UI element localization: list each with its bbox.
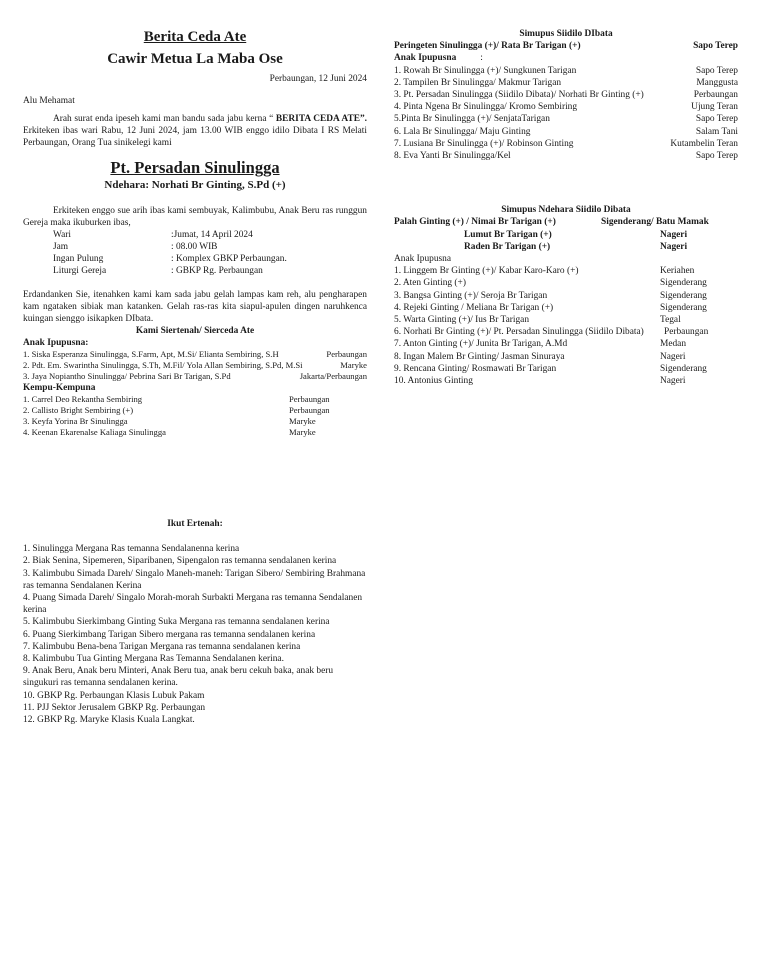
list-item — [394, 314, 738, 326]
list-item — [23, 405, 367, 416]
item-name: 9. Rencana Ginting/ Rosmawati Br Tarigan — [394, 363, 557, 374]
item-name: 3. Pt. Persadan Sinulingga (Siidilo Dibata)/ Norhati Br Ginting (+) — [394, 90, 644, 101]
item-name: 3. Keyfa Yorina Br Sinulingga — [23, 416, 128, 426]
sierceda-title: Kami Siertenah/ Sierceda Ate — [135, 326, 255, 336]
event-label: Jam — [53, 242, 69, 252]
item-place: Maryke — [289, 427, 316, 437]
item-name: 1. Linggem Br Ginting (+)/ Kabar Karo-Karo (+) — [394, 266, 579, 277]
parents-name: Palah Ginting (+) / Nimai Br Tarigan (+) — [394, 217, 556, 228]
list-item — [394, 101, 738, 113]
parents-place: Sapo Terep — [693, 41, 738, 52]
item-place: Perbaungan — [289, 394, 330, 404]
sub-parent-row — [394, 229, 738, 241]
ikut-item: 3. Kalimbubu Simada Dareh/ Singalo Maneh-maneh: Tarigan Sibero/ Sembiring Brahmana ras temanna Sendalanen Kerina — [23, 568, 366, 591]
item-name: 7. Lusiana Br Sinulingga (+)/ Robinson Ginting — [394, 138, 574, 149]
list-item — [23, 360, 367, 371]
event-row — [53, 265, 367, 277]
list-item — [394, 65, 738, 77]
event-value: : 08.00 WIB — [171, 242, 218, 252]
item-place: Nageri — [660, 376, 686, 387]
ikut-item: 10. GBKP Rg. Perbaungan Klasis Lubuk Pakam — [23, 690, 205, 701]
parents-name: Peringeten Sinulingga (+)/ Rata Br Tarigan (+) — [394, 41, 581, 52]
event-row — [53, 229, 367, 241]
list-item — [394, 89, 738, 101]
item-name: 8. Ingan Malem Br Ginting/ Jasman Sinuraya — [394, 351, 565, 362]
event-value: : GBKP Rg. Perbaungan — [171, 266, 263, 276]
item-place: Ujung Teran — [691, 102, 738, 113]
ikut-item: 9. Anak Beru, Anak beru Minteri, Anak Beru tua, anak beru cekuh baka, anak beru singukuri ras temanna sendalanen kerina. — [23, 666, 334, 689]
item-place: Perbaungan — [289, 405, 330, 415]
intro-bold: BERITA CEDA ATE”. — [275, 114, 367, 124]
ikut-item: 1. Sinulingga Mergana Ras temanna Sendalanenna kerina — [23, 544, 240, 555]
sub-parent-row — [394, 241, 738, 253]
list-item — [394, 375, 738, 387]
parents-row — [394, 40, 738, 52]
ikut-item: 7. Kalimbubu Bena-bena Tarigan Mergana ras temanna sendalanen kerina — [23, 641, 301, 652]
ikut-title: Ikut Ertenah: — [167, 519, 223, 529]
ikut-item: 12. GBKP Rg. Maryke Klasis Kuala Langkat. — [23, 715, 195, 726]
item-place: Sigenderang — [660, 290, 707, 301]
item-name: 3. Bangsa Ginting (+)/ Seroja Br Tarigan — [394, 290, 548, 301]
item-place: Sapo Terep — [695, 151, 738, 162]
ikut-item: 2. Biak Senina, Sipemeren, Siparibanen, Sipengalon ras temanna sendalanen kerina — [23, 556, 337, 567]
item-name: 3. Jaya Nopiantho Sinulingga/ Pebrina Sari Br Tarigan, S.Pd — [23, 371, 231, 381]
sub-parent-place: Nageri — [660, 229, 688, 240]
ikut-item: 6. Puang Sierkimbang Tarigan Sibero mergana ras temanna sendalanen kerina — [23, 629, 316, 640]
item-name: 2. Pdt. Em. Swarintha Sinulingga, S.Th, M.Fil/ Yola Allan Sembiring, S.Pd, M.Si — [23, 360, 303, 370]
parents-row — [394, 216, 738, 228]
item-name: 6. Norhati Br Ginting (+)/ Pt. Persadan Sinulingga (Siidilo Dibata) — [394, 327, 644, 338]
item-name: 1. Siska Esperanza Sinulingga, S.Farm, Apt, M.Si/ Elianta Sembiring, S.H — [23, 349, 279, 359]
event-label: Ingan Pulung — [53, 254, 104, 264]
item-place: Sapo Terep — [695, 65, 738, 76]
section-title: Simupus Ndehara Siidilo Dibata — [501, 205, 631, 216]
intro-text-b: Erkiteken ibas wari Rabu, 12 Juni 2024, jam 13.00 WIB enggo idilo Dibata I RS Melati Perbaungan, Orang Tua sinikelegi kami — [23, 126, 367, 148]
item-name: 4. Rejeki Ginting / Meliana Br Tarigan (+) — [394, 302, 554, 313]
item-name: 1. Carrel Deo Rekantha Sembiring — [23, 394, 143, 404]
item-name: 10. Antonius Ginting — [394, 376, 473, 387]
ikut-item: 11. PJJ Sektor Jerusalem GBKP Rg. Perbaungan — [23, 702, 206, 713]
list-item — [23, 394, 367, 405]
deceased-name: Pt. Persadan Sinulingga — [110, 158, 280, 177]
ikut-item: 5. Kalimbubu Sierkimbang Ginting Suka Mergana ras temanna sendalanen kerina — [23, 617, 330, 628]
intro-text-a: Arah surat enda ipeseh kami man bandu sada jabu kerna “ — [53, 114, 276, 124]
anak-ipupusna-list — [23, 349, 367, 382]
list-item — [394, 302, 738, 314]
item-place: Maryke — [340, 360, 367, 370]
event-value: : Komplex GBKP Perbaungan. — [171, 254, 287, 264]
list-item — [394, 277, 738, 289]
item-place: Kutambelin Teran — [670, 138, 738, 149]
anak-label: Anak Ipupusna — [394, 53, 457, 64]
sub-parent-place: Nageri — [660, 241, 688, 252]
item-name: 5. Warta Ginting (+)/ Ius Br Tarigan — [394, 315, 530, 326]
event-label: Liturgi Gereja — [53, 266, 107, 276]
list-item — [394, 113, 738, 125]
list-item — [23, 416, 367, 427]
date-line: Perbaungan, 12 Juni 2024 — [269, 74, 367, 84]
section-title: Simupus Siidilo DIbata — [519, 29, 613, 39]
item-place: Perbaungan — [326, 349, 367, 359]
item-name: 8. Eva Yanti Br Sinulingga/Kel — [394, 151, 511, 162]
list-item — [394, 363, 738, 375]
event-label: Wari — [53, 230, 71, 240]
list-item — [23, 349, 367, 360]
event-details — [23, 229, 367, 277]
list-item — [394, 77, 738, 89]
item-place: Manggusta — [696, 77, 738, 88]
item-place: Sigenderang — [660, 363, 707, 374]
item-name: 2. Aten Ginting (+) — [394, 278, 466, 289]
list-item — [23, 427, 367, 438]
item-place: Sigenderang — [660, 302, 707, 313]
item-place: Medan — [660, 339, 687, 350]
spouse-name: Ndehara: Norhati Br Ginting, S.Pd (+) — [104, 179, 286, 191]
simupus-siidilo-section — [394, 28, 738, 162]
event-value: :Jumat, 14 April 2024 — [171, 230, 253, 240]
list-item — [394, 338, 738, 350]
document-title: Berita Ceda Ate — [143, 29, 247, 45]
item-place: Nageri — [660, 351, 686, 362]
item-place: Salam Tani — [695, 126, 738, 137]
salutation: Alu Mehamat — [23, 96, 75, 106]
sub-parent-name: Raden Br Tarigan (+) — [464, 241, 551, 252]
item-place: Sigenderang — [660, 278, 707, 289]
closing-paragraph: Erdandanken Sie, itenahken kami kam sada jabu gelah lampas kam reh, alu pengharapen kam ngataken sibiak man katanken. Gelah ras-ras kita siapul-apulen dingen naruhkenca kuingan sienggo isikapken DIbata. — [23, 290, 367, 324]
announcement-column — [23, 28, 367, 438]
item-name: 4. Keenan Ekarenalse Kaliaga Sinulingga — [23, 427, 166, 437]
item-name: 7. Anton Ginting (+)/ Junita Br Tarigan, A.Md — [394, 339, 568, 350]
document-subtitle: Cawir Metua La Maba Ose — [107, 51, 283, 67]
list-item — [394, 150, 738, 162]
item-place: Jakarta/Perbaungan — [299, 371, 367, 381]
event-row — [53, 241, 367, 253]
list-item — [394, 265, 738, 277]
list-item — [394, 126, 738, 138]
anak-ipupusna-label: Anak Ipupusna: — [23, 338, 89, 348]
item-place: Sapo Terep — [695, 114, 738, 125]
item-place: Perbaungan — [664, 327, 709, 338]
item-name: 5.Pinta Br Sinulingga (+)/ SenjataTarigan — [394, 114, 550, 125]
list-item — [394, 290, 738, 302]
sub-parent-name: Lumut Br Tarigan (+) — [464, 229, 552, 240]
list-item — [394, 138, 738, 150]
item-place: Maryke — [289, 416, 316, 426]
kempu-list — [23, 394, 367, 438]
ikut-ertenah-section — [23, 518, 367, 726]
ikut-item: 8. Kalimbubu Tua Ginting Mergana Ras Temanna Sendalanen kerina. — [23, 654, 284, 665]
intro-paragraph — [23, 113, 367, 149]
event-row — [53, 253, 367, 265]
item-name: 4. Pinta Ngena Br Sinulingga/ Kromo Sembiring — [394, 102, 578, 113]
ikut-item: 4. Puang Simada Dareh/ Singalo Morah-morah Surbakti Mergana ras temanna Sendalanen kerina — [23, 593, 363, 616]
parents-place: Sigenderang/ Batu Mamak — [601, 217, 709, 228]
family-tree-column — [394, 28, 738, 387]
anak-colon: : — [480, 53, 483, 64]
simupus-ndehara-section — [394, 204, 738, 387]
item-name: 2. Callisto Bright Sembiring (+) — [23, 405, 134, 415]
anak-label-row — [394, 52, 738, 64]
item-name: 2. Tampilen Br Sinulingga/ Makmur Tarigan — [394, 77, 562, 88]
kempu-label: Kempu-Kempuna — [23, 383, 96, 393]
list-item — [23, 371, 367, 382]
list-item — [394, 351, 738, 363]
item-place: Perbaungan — [693, 90, 738, 101]
list-item — [394, 326, 738, 338]
item-name: 6. Lala Br Sinulingga/ Maju Ginting — [394, 126, 531, 137]
item-place: Keriahen — [660, 266, 695, 277]
anak-label: Anak Ipupusna — [394, 254, 452, 265]
item-name: 1. Rowah Br Sinulingga (+)/ Sungkunen Tarigan — [394, 65, 577, 76]
invite-paragraph: Erkiteken enggo sue arih ibas kami sembuyak, Kalimbubu, Anak Beru ras runggun Gereja maka ikuburken ibas, — [23, 206, 367, 228]
item-place: Tegal — [660, 315, 681, 326]
